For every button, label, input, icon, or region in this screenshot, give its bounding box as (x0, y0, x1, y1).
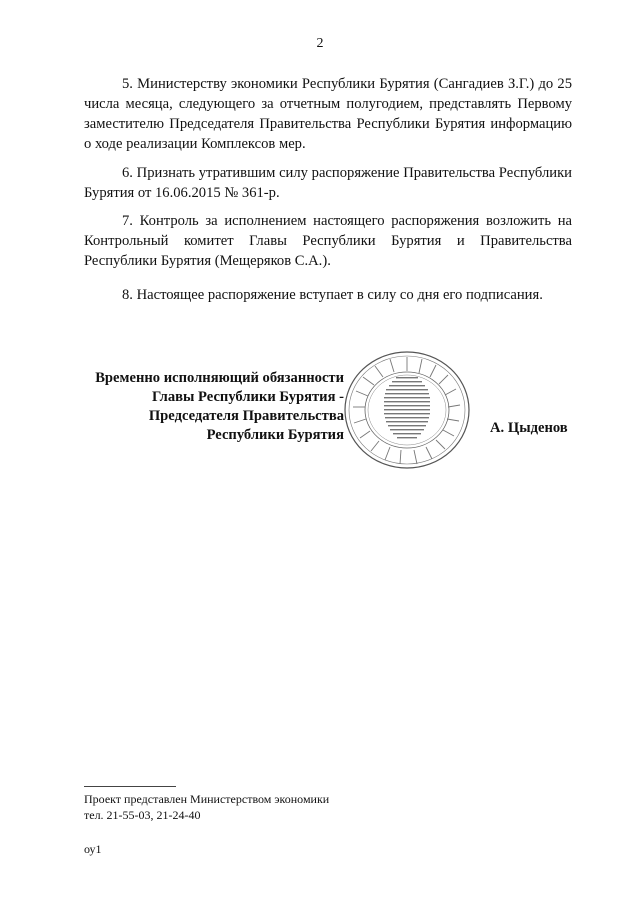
paragraph-5: 5. Министерству экономики Республики Бурятия (Сангадиев З.Г.) до 25 числа месяца, следующего за отчетным полугодием, представлять Первому заместителю Председателя Правительства Республики Бурятия информацию о ходе реализации Комплексов мер. (84, 76, 572, 152)
paragraph-7: 7. Контроль за исполнением настоящего распоряжения возложить на Контрольный комитет Главы Республики Бурятия и Правительства Республики Бурятия (Мещеряков С.А.). (84, 213, 572, 269)
footnote (84, 791, 329, 823)
signer-position-line: Главы Республики Бурятия - (152, 389, 344, 405)
official-seal (342, 349, 472, 471)
paragraph-6: 6. Признать утратившим силу распоряжение Правительства Республики Бурятия от 16.06.2015 № 361-р. (84, 165, 572, 201)
footnote-divider (84, 786, 176, 787)
paragraph-8: 8. Настоящее распоряжение вступает в силу со дня его подписания. (122, 287, 543, 303)
footnote-line: Проект представлен Министерством экономики (84, 792, 330, 806)
signer-position-line: Председателя Правительства (148, 408, 344, 424)
footnote-line: тел. 21-55-03, 21-24-40 (84, 808, 201, 822)
document-code: оу1 (84, 842, 102, 856)
signer-name: А. Цыденов (490, 420, 568, 436)
signer-position-line: Временно исполняющий обязанности (95, 370, 344, 386)
signer-position-line: Республики Бурятия (206, 427, 344, 443)
signer-position (70, 369, 344, 445)
page-number: 2 (316, 36, 324, 51)
